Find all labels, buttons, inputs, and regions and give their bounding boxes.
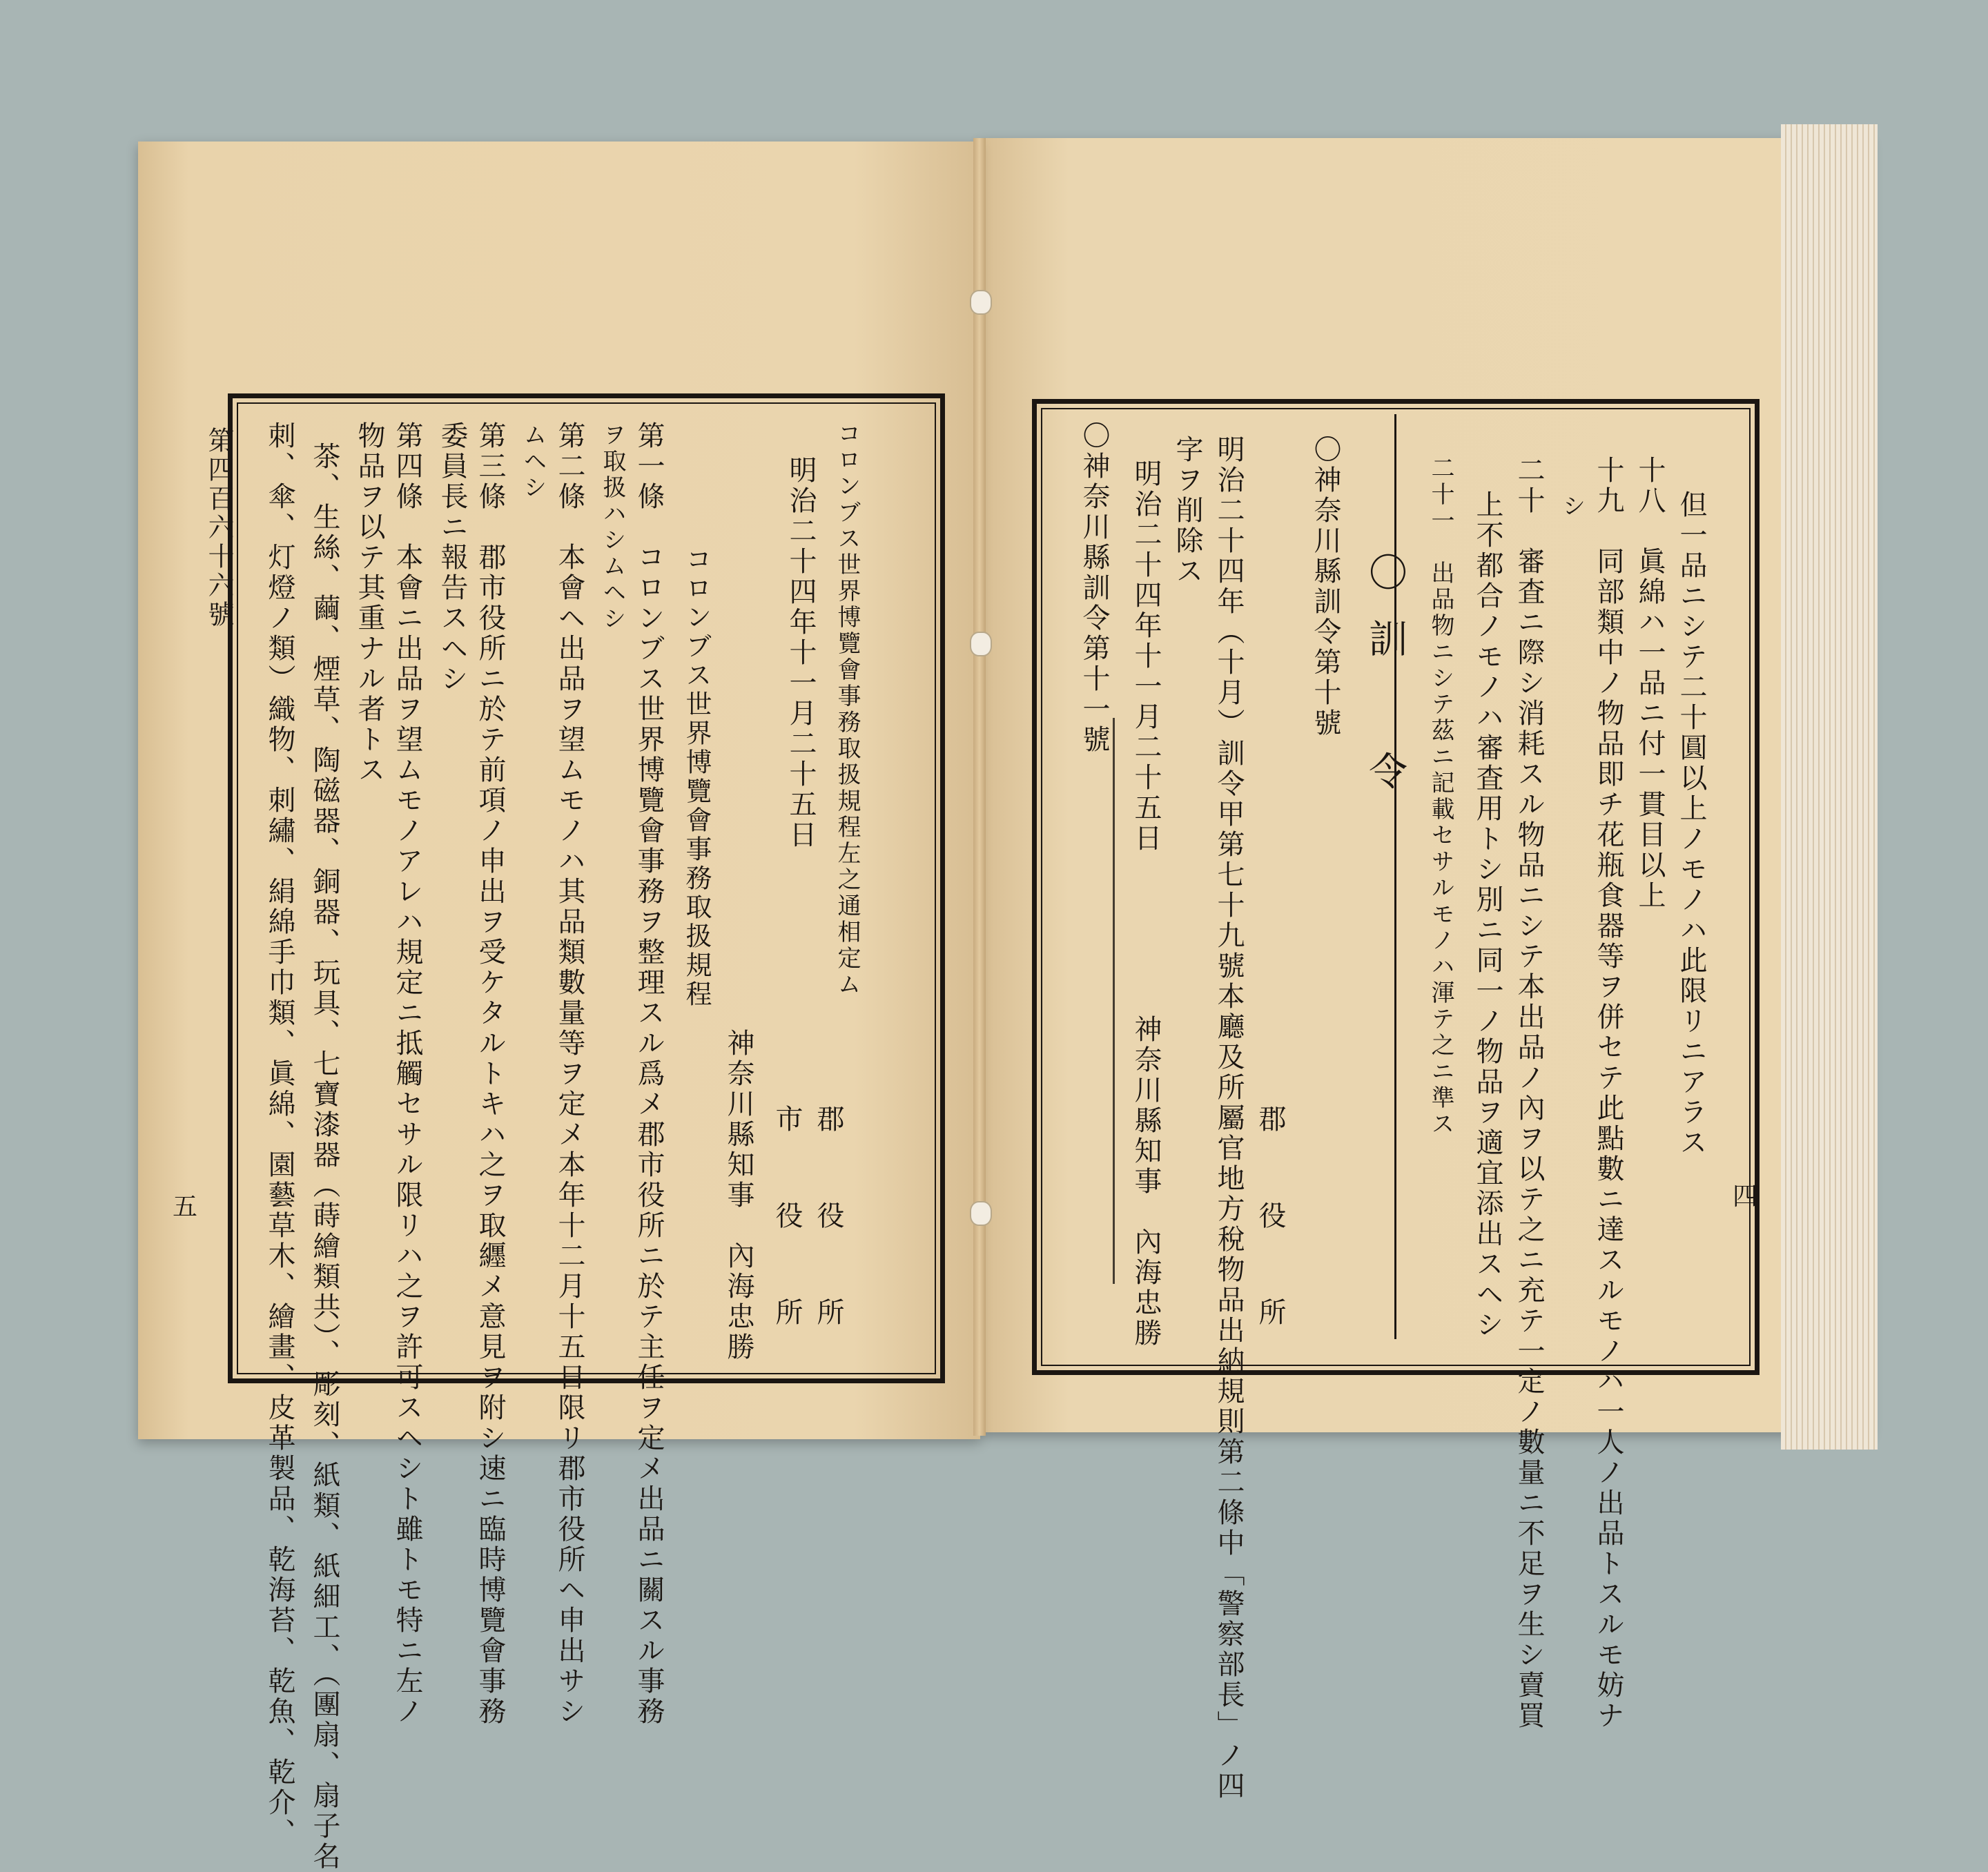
addressee: 市 役 所 [771, 1104, 803, 1346]
section-heading: 〇訓 令 [1363, 552, 1407, 817]
running-head: 第四百六十六號 [204, 427, 234, 630]
regulation-line: 但一品ニシテ二十圓以上ノモノハ此限リニアラス [1675, 490, 1707, 1158]
page-number: 四 [1733, 1182, 1758, 1211]
article-line: 第二條 本會ヘ出品ヲ望ムモノハ其品類數量等ヲ定メ本年十二月十五日限リ郡市役所ヘ申出サシ [554, 421, 585, 1727]
page-edges [1781, 124, 1878, 1450]
regulation-line: 上不都合ノモノハ審査用トシ別ニ同一ノ物品ヲ適宜添出スヘシ [1472, 490, 1503, 1340]
date-line: 明治二十四年十一月二十五日 [785, 456, 817, 850]
directive-line: 明治二十四年（十月）訓令甲第七十九號本廳及所屬官地方稅物品出納規則第二條中「警察部長」ノ四 [1213, 435, 1245, 1802]
regulation-title: コロンブス世界博覽會事務取扱規程 [681, 545, 712, 1009]
article-line: 第三條 郡市役所ニ於テ前項ノ申出ヲ受ケタルトキハ之ヲ取纒メ意見ヲ附シ速ニ臨時博覽會事務 [474, 421, 506, 1727]
addressee: 郡 役 所 [812, 1104, 844, 1346]
article-line: ムヘシ [519, 422, 547, 501]
regulation-line: 十八 眞綿ハ一品ニ付一貫目以上 [1634, 456, 1666, 911]
regulation-line: 十九 同部類中ノ物品即チ花瓶食器等ヲ併セテ此點數ニ達スルモノハ一人ノ出品トスルモ妨ナ [1592, 456, 1624, 1731]
column-rule [1113, 718, 1115, 1284]
article-line: 物品ヲ以テ其重ナル者トス [353, 421, 385, 786]
decree-line: コロンブス世界博覽會事務取扱規程左之通相定ム [833, 421, 861, 998]
signatory: 神奈川縣知事 內海忠勝 [723, 1028, 754, 1363]
regulation-line: 二十一 出品物ニシテ茲ニ記載セサルモノハ渾テ之ニ準ス [1427, 456, 1454, 1138]
page-number: 五 [173, 1193, 198, 1221]
binding-stitch [970, 1201, 992, 1226]
binding-stitch [970, 632, 992, 656]
binding-stitch [970, 290, 992, 315]
article-line: 茶、生絲、繭、煙草、陶磁器、銅器、玩具、七寶漆器（蒔繪類共）、彫刻、紙類、紙細工、（團扇、扇子名 [309, 442, 340, 1872]
directive-number: 〇神奈川縣訓令第十一號 [1078, 421, 1110, 755]
article-line: 委員長ニ報告スヘシ [436, 421, 468, 694]
signatory: 神奈川縣知事 內海忠勝 [1130, 1015, 1162, 1349]
date-line: 明治二十四年十一月二十五日 [1130, 459, 1162, 854]
book-spine [973, 138, 986, 1436]
article-line: 第四條 本會ニ出品ヲ望ムモノアレハ規定ニ抵觸セサル限リハ之ヲ許可スヘシト雖トモ特ニ左ノ [391, 421, 423, 1727]
article-line: 刺、傘、灯燈ノ類）織物、刺繡、絹綿手巾類、眞綿、園藝草木、繪畫、皮革製品、乾海苔、乾魚、乾介、 [264, 421, 295, 1849]
article-line: 第一條 コロンブス世界博覽會事務ヲ整理スル爲メ郡市役所ニ於テ主任ヲ定メ出品ニ關スル事務 [633, 421, 665, 1727]
directive-line: 字ヲ削除ス [1171, 435, 1203, 587]
addressee: 郡 役 所 [1254, 1104, 1286, 1346]
regulation-line: 二十 審査ニ際シ消耗スル物品ニシテ本出品ノ內ヲ以テ之ニ充テ一定ノ數量ニ不足ヲ生シ賣買 [1513, 456, 1545, 1731]
directive-number: 〇神奈川縣訓令第十號 [1309, 435, 1341, 739]
regulation-line: シ [1558, 494, 1586, 520]
article-line: ヲ取扱ハシムヘシ [598, 422, 626, 632]
